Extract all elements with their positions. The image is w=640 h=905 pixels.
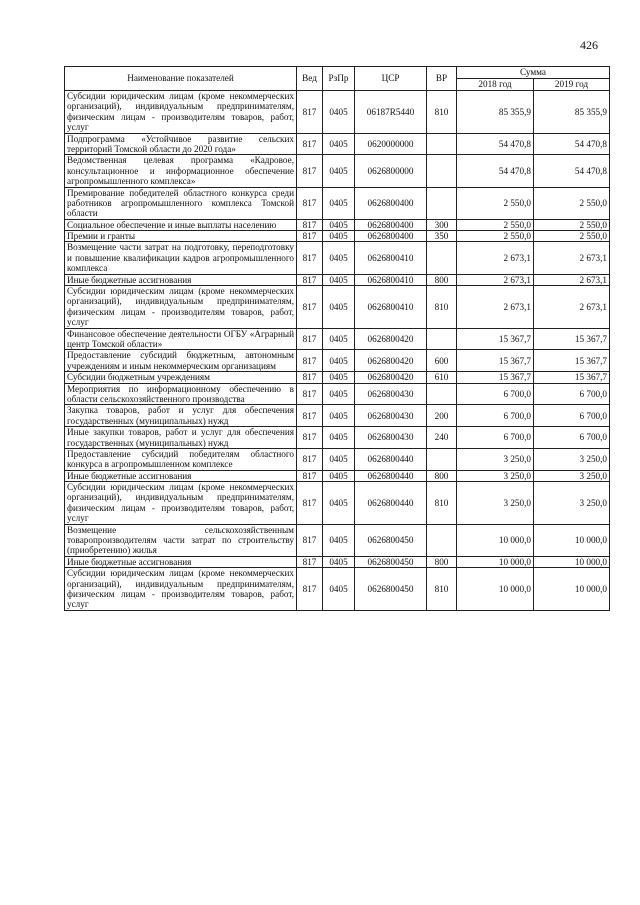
- row-csr: 0626800430: [355, 405, 427, 427]
- table-row: [65, 133, 610, 155]
- row-ved: 817: [297, 91, 323, 134]
- row-name: Иные бюджетные ассигнования: [65, 274, 297, 285]
- row-2018: 6 700,0: [457, 383, 534, 405]
- table-row: [65, 242, 610, 274]
- row-name: Предоставление субсидий бюджетным, автономным учреждениям и иным некоммерческим организациям: [65, 350, 297, 372]
- table-row: [65, 405, 610, 427]
- row-name: Предоставление субсидий победителям областного конкурса в агропромышленном комплексе: [65, 448, 297, 470]
- row-2018: 2 673,1: [457, 242, 534, 274]
- row-rzpr: 0405: [323, 470, 355, 481]
- table-row: [65, 274, 610, 285]
- header-2019: 2019 год: [534, 79, 610, 91]
- row-2019: 54 470,8: [534, 155, 610, 187]
- row-vr: [427, 187, 457, 219]
- row-2019: 10 000,0: [534, 556, 610, 567]
- row-csr: 0626800450: [355, 568, 427, 611]
- row-rzpr: 0405: [323, 155, 355, 187]
- table-row: [65, 155, 610, 187]
- row-vr: [427, 242, 457, 274]
- row-ved: 817: [297, 242, 323, 274]
- row-csr: 0620000000: [355, 133, 427, 155]
- row-csr: 0626800430: [355, 427, 427, 449]
- row-rzpr: 0405: [323, 568, 355, 611]
- row-vr: [427, 155, 457, 187]
- row-2019: 2 673,1: [534, 286, 610, 329]
- table-row: [65, 350, 610, 372]
- row-2018: 6 700,0: [457, 427, 534, 449]
- row-2018: 85 355,9: [457, 91, 534, 134]
- row-2019: 2 673,1: [534, 274, 610, 285]
- row-name: Субсидии юридическим лицам (кроме некоммерческих организаций), индивидуальным предпринимателям, физическим лицам - производителям товаров, работ, услуг: [65, 91, 297, 134]
- row-2018: 2 550,0: [457, 231, 534, 242]
- row-rzpr: 0405: [323, 219, 355, 230]
- row-ved: 817: [297, 274, 323, 285]
- table-row: [65, 187, 610, 219]
- row-name: Возмещение сельскохозяйственным товаропроизводителям части затрат по строительству (приобретению) жилья: [65, 524, 297, 556]
- row-vr: 800: [427, 556, 457, 567]
- row-rzpr: 0405: [323, 448, 355, 470]
- row-ved: 817: [297, 470, 323, 481]
- row-vr: 600: [427, 350, 457, 372]
- header-rzpr: РзПр: [323, 67, 355, 91]
- row-vr: 610: [427, 372, 457, 383]
- row-2019: 6 700,0: [534, 405, 610, 427]
- row-ved: 817: [297, 187, 323, 219]
- row-ved: 817: [297, 524, 323, 556]
- row-csr: 0626800450: [355, 556, 427, 567]
- row-csr: 0626800440: [355, 470, 427, 481]
- header-sum: Сумма: [457, 67, 610, 79]
- row-2018: 10 000,0: [457, 556, 534, 567]
- row-rzpr: 0405: [323, 350, 355, 372]
- row-rzpr: 0405: [323, 286, 355, 329]
- row-csr: 0626800000: [355, 155, 427, 187]
- row-ved: 817: [297, 350, 323, 372]
- table-row: [65, 482, 610, 525]
- row-vr: [427, 133, 457, 155]
- row-2018: 2 673,1: [457, 286, 534, 329]
- row-2019: 6 700,0: [534, 383, 610, 405]
- row-name: Субсидии юридическим лицам (кроме некоммерческих организаций), индивидуальным предпринимателям, физическим лицам - производителям товаров, работ, услуг: [65, 482, 297, 525]
- table-row: [65, 91, 610, 134]
- row-ved: 817: [297, 568, 323, 611]
- row-ved: 817: [297, 328, 323, 350]
- row-vr: [427, 383, 457, 405]
- row-2018: 10 000,0: [457, 568, 534, 611]
- row-vr: 810: [427, 91, 457, 134]
- row-ved: 817: [297, 219, 323, 230]
- row-vr: [427, 328, 457, 350]
- row-vr: 800: [427, 274, 457, 285]
- row-name: Возмещение части затрат на подготовку, переподготовку и повышение квалификации кадров агропромышленного комплекса: [65, 242, 297, 274]
- row-name: Иные закупки товаров, работ и услуг для обеспечения государственных (муниципальных) нужд: [65, 427, 297, 449]
- row-2019: 15 367,7: [534, 328, 610, 350]
- row-vr: 810: [427, 568, 457, 611]
- row-csr: 0626800420: [355, 328, 427, 350]
- row-2019: 6 700,0: [534, 427, 610, 449]
- row-2018: 54 470,8: [457, 133, 534, 155]
- row-2018: 2 550,0: [457, 187, 534, 219]
- budget-table: [64, 66, 610, 611]
- table-row: [65, 231, 610, 242]
- table-row: [65, 383, 610, 405]
- table-row: [65, 427, 610, 449]
- row-ved: 817: [297, 448, 323, 470]
- row-vr: 800: [427, 470, 457, 481]
- row-vr: 200: [427, 405, 457, 427]
- row-name: Иные бюджетные ассигнования: [65, 470, 297, 481]
- row-ved: 817: [297, 427, 323, 449]
- row-ved: 817: [297, 383, 323, 405]
- page-number: 426: [580, 38, 598, 52]
- table-row: [65, 470, 610, 481]
- row-2018: 54 470,8: [457, 155, 534, 187]
- row-ved: 817: [297, 405, 323, 427]
- row-name: Ведомственная целевая программа «Кадровое, консультационное и информационное обеспечение агропромышленного комплекса»: [65, 155, 297, 187]
- row-rzpr: 0405: [323, 556, 355, 567]
- row-name: Закупка товаров, работ и услуг для обеспечения государственных (муниципальных) нужд: [65, 405, 297, 427]
- table-row: [65, 286, 610, 329]
- row-rzpr: 0405: [323, 383, 355, 405]
- row-vr: 350: [427, 231, 457, 242]
- row-2019: 2 550,0: [534, 219, 610, 230]
- row-2018: 15 367,7: [457, 372, 534, 383]
- row-vr: [427, 524, 457, 556]
- row-2018: 15 367,7: [457, 350, 534, 372]
- row-name: Субсидии юридическим лицам (кроме некоммерческих организаций), индивидуальным предпринимателям, физическим лицам - производителям товаров, работ, услуг: [65, 286, 297, 329]
- row-csr: 0626800410: [355, 286, 427, 329]
- row-csr: 0626800400: [355, 187, 427, 219]
- row-2019: 2 550,0: [534, 231, 610, 242]
- row-rzpr: 0405: [323, 372, 355, 383]
- row-name: Премии и гранты: [65, 231, 297, 242]
- row-vr: [427, 448, 457, 470]
- row-name: Финансовое обеспечение деятельности ОГБУ «Аграрный центр Томской области»: [65, 328, 297, 350]
- row-ved: 817: [297, 286, 323, 329]
- row-name: Иные бюджетные ассигнования: [65, 556, 297, 567]
- row-rzpr: 0405: [323, 187, 355, 219]
- row-2018: 2 550,0: [457, 219, 534, 230]
- row-rzpr: 0405: [323, 91, 355, 134]
- row-2019: 15 367,7: [534, 350, 610, 372]
- row-2019: 2 550,0: [534, 187, 610, 219]
- row-csr: 0626800450: [355, 524, 427, 556]
- row-rzpr: 0405: [323, 482, 355, 525]
- row-name: Субсидии юридическим лицам (кроме некоммерческих организаций), индивидуальным предпринимателям, физическим лицам - производителям товаров, работ, услуг: [65, 568, 297, 611]
- row-vr: 810: [427, 286, 457, 329]
- table-row: [65, 372, 610, 383]
- row-name: Мероприятия по информационному обеспечению в области сельскохозяйственного производства: [65, 383, 297, 405]
- row-csr: 06187R5440: [355, 91, 427, 134]
- table-header: [65, 67, 610, 91]
- table-row: [65, 524, 610, 556]
- row-rzpr: 0405: [323, 242, 355, 274]
- row-2018: 3 250,0: [457, 448, 534, 470]
- header-csr: ЦСР: [355, 67, 427, 91]
- table-body: [65, 91, 610, 611]
- row-ved: 817: [297, 133, 323, 155]
- row-2019: 15 367,7: [534, 372, 610, 383]
- row-csr: 0626800410: [355, 274, 427, 285]
- header-vr: ВР: [427, 67, 457, 91]
- row-csr: 0626800410: [355, 242, 427, 274]
- row-vr: 810: [427, 482, 457, 525]
- row-2018: 3 250,0: [457, 482, 534, 525]
- row-csr: 0626800440: [355, 482, 427, 525]
- row-2019: 3 250,0: [534, 482, 610, 525]
- row-2018: 3 250,0: [457, 470, 534, 481]
- row-rzpr: 0405: [323, 231, 355, 242]
- table-row: [65, 568, 610, 611]
- row-ved: 817: [297, 556, 323, 567]
- row-vr: 240: [427, 427, 457, 449]
- row-name: Премирование победителей областного конкурса среди работников агропромышленного комплекса Томской области: [65, 187, 297, 219]
- row-csr: 0626800420: [355, 350, 427, 372]
- row-csr: 0626800400: [355, 219, 427, 230]
- row-name: Социальное обеспечение и иные выплаты населению: [65, 219, 297, 230]
- row-2019: 54 470,8: [534, 133, 610, 155]
- row-2019: 85 355,9: [534, 91, 610, 134]
- row-rzpr: 0405: [323, 427, 355, 449]
- row-rzpr: 0405: [323, 133, 355, 155]
- header-ved: Вед: [297, 67, 323, 91]
- row-ved: 817: [297, 482, 323, 525]
- row-2019: 2 673,1: [534, 242, 610, 274]
- row-2018: 10 000,0: [457, 524, 534, 556]
- row-rzpr: 0405: [323, 524, 355, 556]
- row-2019: 10 000,0: [534, 524, 610, 556]
- row-ved: 817: [297, 231, 323, 242]
- row-csr: 0626800440: [355, 448, 427, 470]
- table-row: [65, 219, 610, 230]
- row-2019: 10 000,0: [534, 568, 610, 611]
- row-2018: 2 673,1: [457, 274, 534, 285]
- row-name: Подпрограмма «Устойчивое развитие сельских территорий Томской области до 2020 года»: [65, 133, 297, 155]
- row-rzpr: 0405: [323, 328, 355, 350]
- row-rzpr: 0405: [323, 274, 355, 285]
- row-name: Субсидии бюджетным учреждениям: [65, 372, 297, 383]
- row-ved: 817: [297, 372, 323, 383]
- row-2018: 15 367,7: [457, 328, 534, 350]
- table-row: [65, 448, 610, 470]
- row-ved: 817: [297, 155, 323, 187]
- row-csr: 0626800420: [355, 372, 427, 383]
- row-csr: 0626800400: [355, 231, 427, 242]
- row-rzpr: 0405: [323, 405, 355, 427]
- table-row: [65, 556, 610, 567]
- row-csr: 0626800430: [355, 383, 427, 405]
- row-vr: 300: [427, 219, 457, 230]
- row-2018: 6 700,0: [457, 405, 534, 427]
- table-row: [65, 328, 610, 350]
- header-name: Наименование показателей: [65, 67, 297, 91]
- header-2018: 2018 год: [457, 79, 534, 91]
- row-2019: 3 250,0: [534, 470, 610, 481]
- row-2019: 3 250,0: [534, 448, 610, 470]
